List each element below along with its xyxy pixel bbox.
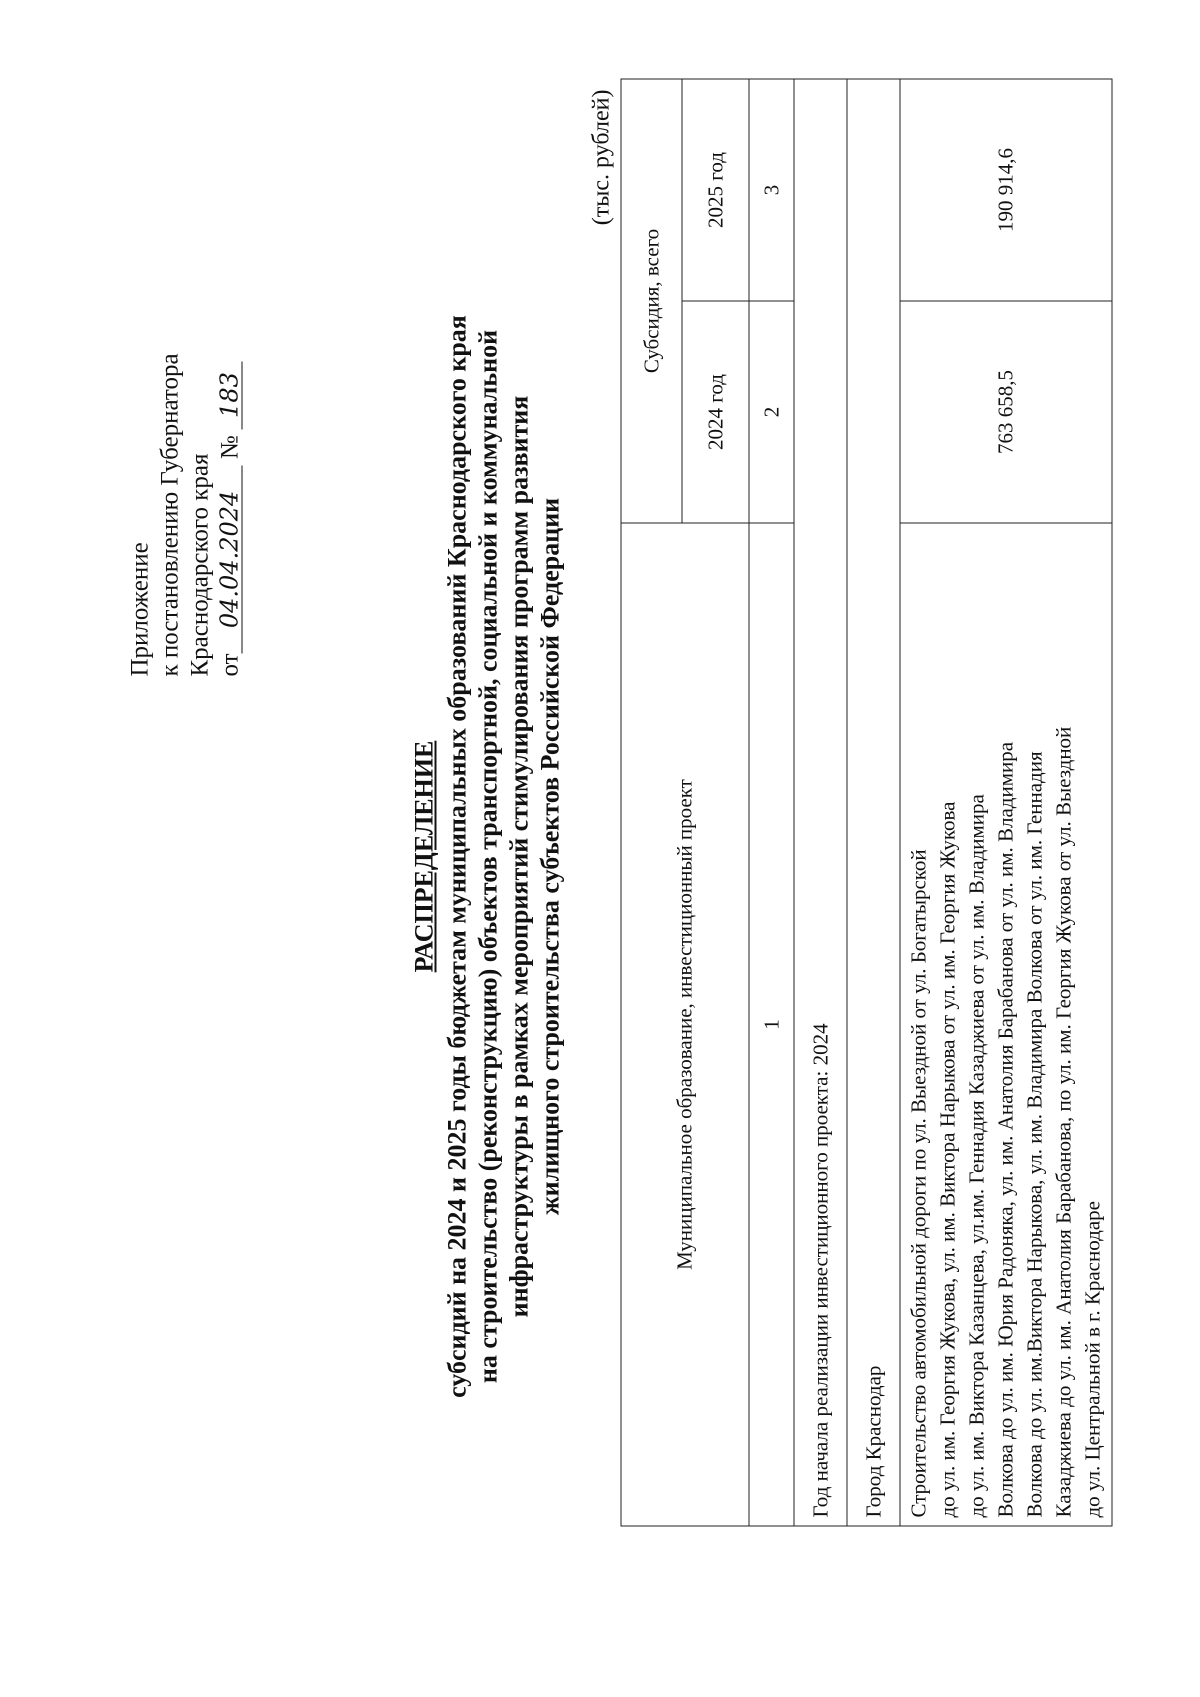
appendix-date-line [216,117,246,677]
appendix-line-1: Приложение [126,542,154,677]
number-label: № [216,435,244,460]
project-description: Строительство автомобильной дороги по ул. Выездной от ул. Богатырской до ул. им. Георгия Жукова, ул. им. Виктора Нарыкова от ул. им. Георгия Жукова до ул. им. Виктора Казанцева, ул.им. Геннадия Казаджиева от ул. им. Владимира Волкова до ул. им. Юрия Радоняка, ул. им. Анатолия Барабанова от ул. им. Владимира Волкова до ул. им.Виктора Нарыкова, ул. им. Владимира Волкова от ул. им. Геннадия Казаджиева до ул. им. Анатолия Барабанова, по ул. им. Георгия Жукова от ул. Выездной до ул. Центральной в г. Краснодаре [900,523,1112,1526]
table-header-row [621,79,682,1526]
title-line-3: инфраструктуры в рамках мероприятий стимулирования программ развития [504,395,534,1318]
document-page [1,0,1200,1697]
column-number-1: 1 [749,523,794,1526]
title-heading: РАСПРЕДЕЛЕНИЕ [409,740,439,973]
table-row [794,79,847,1526]
title-line-1: субсидий на 2024 и 2025 годы бюджетам муниципальных образований Краснодарского края [442,315,472,1398]
section-municipality: Город Краснодар [847,79,900,1526]
column-number-row [749,79,794,1526]
header-2025: 2025 год [682,79,749,301]
header-2024: 2024 год [682,301,749,523]
table-row [900,79,1112,1526]
date-prefix: от [216,653,244,677]
section-start-year: Год начала реализации инвестиционного проекта: 2024 [794,79,847,1526]
header-subsidy-total: Субсидия, всего [621,79,682,523]
title-line-2: на строительство (реконструкцию) объектов транспортной, социальной и коммунальной [473,329,503,1384]
value-2025: 190 914,6 [900,79,1112,301]
table-row [847,79,900,1526]
appendix-line-2: к постановлению Губернатора [156,353,184,677]
distribution-table [621,78,1113,1526]
appendix-line-3: Краснодарского края [186,453,214,677]
handwritten-number: 183 [218,361,243,429]
value-2024: 763 658,5 [900,301,1112,523]
column-number-3: 3 [749,79,794,301]
column-number-2: 2 [749,301,794,523]
handwritten-date: 04.04.2024 [218,465,243,653]
title-line-4: жилищного строительства субъектов Российской Федерации [535,497,565,1216]
appendix-block [126,117,246,677]
document-title [409,147,566,1567]
header-project: Муниципальное образование, инвестиционный проект [621,523,749,1526]
units-label: (тыс. рублей) [588,89,615,226]
